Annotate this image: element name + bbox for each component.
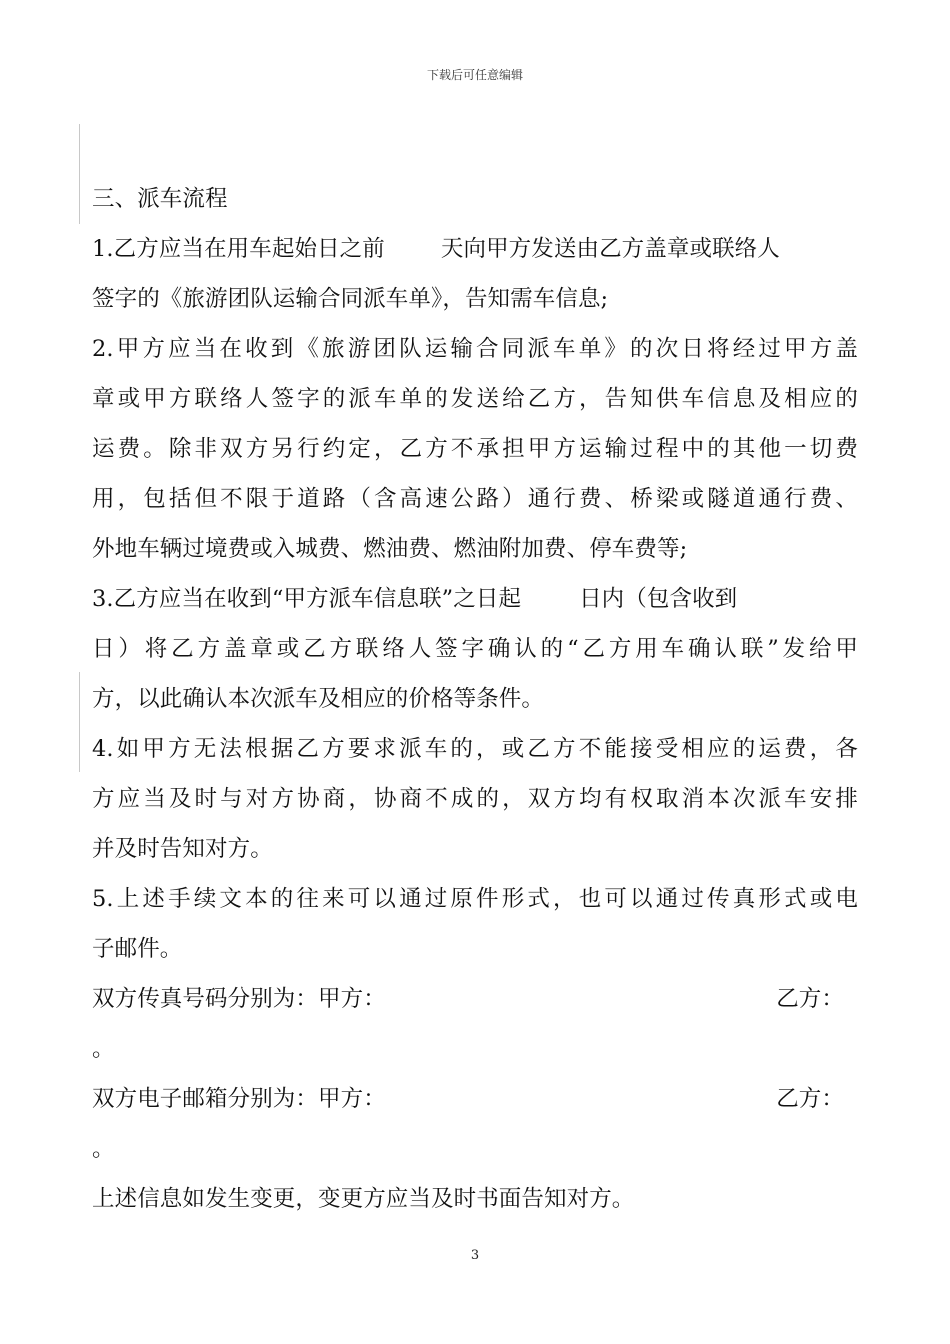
fax-end: 。 <box>92 1036 115 1062</box>
item-1-text-b: 天向甲方发送由乙方盖章或联络人 <box>440 236 780 262</box>
item-2-line-4: 用，包括但不限于道路（含高速公路）通行费、桥梁或隧道通行费、 <box>92 486 858 512</box>
item-2-line-3: 运费。除非双方另行约定，乙方不承担甲方运输过程中的其他一切费 <box>92 436 858 462</box>
item-2-line-2: 章或甲方联络人签字的派车单的发送给乙方，告知供车信息及相应的 <box>92 386 858 412</box>
email-label: 双方电子邮箱分别为：甲方： <box>92 1086 386 1112</box>
item-3-line-2: 日）将乙方盖章或乙方联络人签字确认的“乙方用车确认联”发给甲 <box>92 636 858 662</box>
item-4-line-1: 4.如甲方无法根据乙方要求派车的，或乙方不能接受相应的运费，各 <box>92 736 858 762</box>
closing-statement: 上述信息如发生变更，变更方应当及时书面告知对方。 <box>92 1186 635 1212</box>
fax-party-b: 乙方： <box>776 986 844 1012</box>
margin-change-bar <box>79 672 80 772</box>
item-2-line-5: 外地车辆过境费或入城费、燃油费、燃油附加费、停车费等; <box>92 536 688 562</box>
item-4-line-2: 方应当及时与对方协商，协商不成的，双方均有权取消本次派车安排 <box>92 786 858 812</box>
margin-change-bar <box>79 124 80 224</box>
item-1-line-2: 签字的《旅游团队运输合同派车单》，告知需车信息; <box>92 286 609 312</box>
document-body <box>92 0 858 1344</box>
item-3-text-b: 日内（包含收到 <box>579 586 738 612</box>
item-1-text-a: 1.乙方应当在用车起始日之前 <box>92 236 385 262</box>
item-3-line-3: 方，以此确认本次派车及相应的价格等条件。 <box>92 686 545 712</box>
page-number: 3 <box>470 1248 480 1263</box>
item-3-line-1 <box>92 584 737 614</box>
item-2-line-1: 2.甲方应当在收到《旅游团队运输合同派车单》的次日将经过甲方盖 <box>92 336 858 362</box>
item-5-line-1: 5.上述手续文本的往来可以通过原件形式，也可以通过传真形式或电 <box>92 886 858 912</box>
item-5-line-2: 子邮件。 <box>92 936 183 962</box>
email-party-b: 乙方： <box>776 1086 844 1112</box>
header-note: 下载后可任意编辑 <box>426 68 523 82</box>
item-1-line-1 <box>92 234 780 264</box>
item-3-text-a: 3.乙方应当在收到“甲方派车信息联”之日起 <box>92 586 522 612</box>
section-title: 三、派车流程 <box>92 186 228 212</box>
item-4-line-3: 并及时告知对方。 <box>92 836 273 862</box>
email-end: 。 <box>92 1136 115 1162</box>
fax-label: 双方传真号码分别为：甲方： <box>92 986 386 1012</box>
